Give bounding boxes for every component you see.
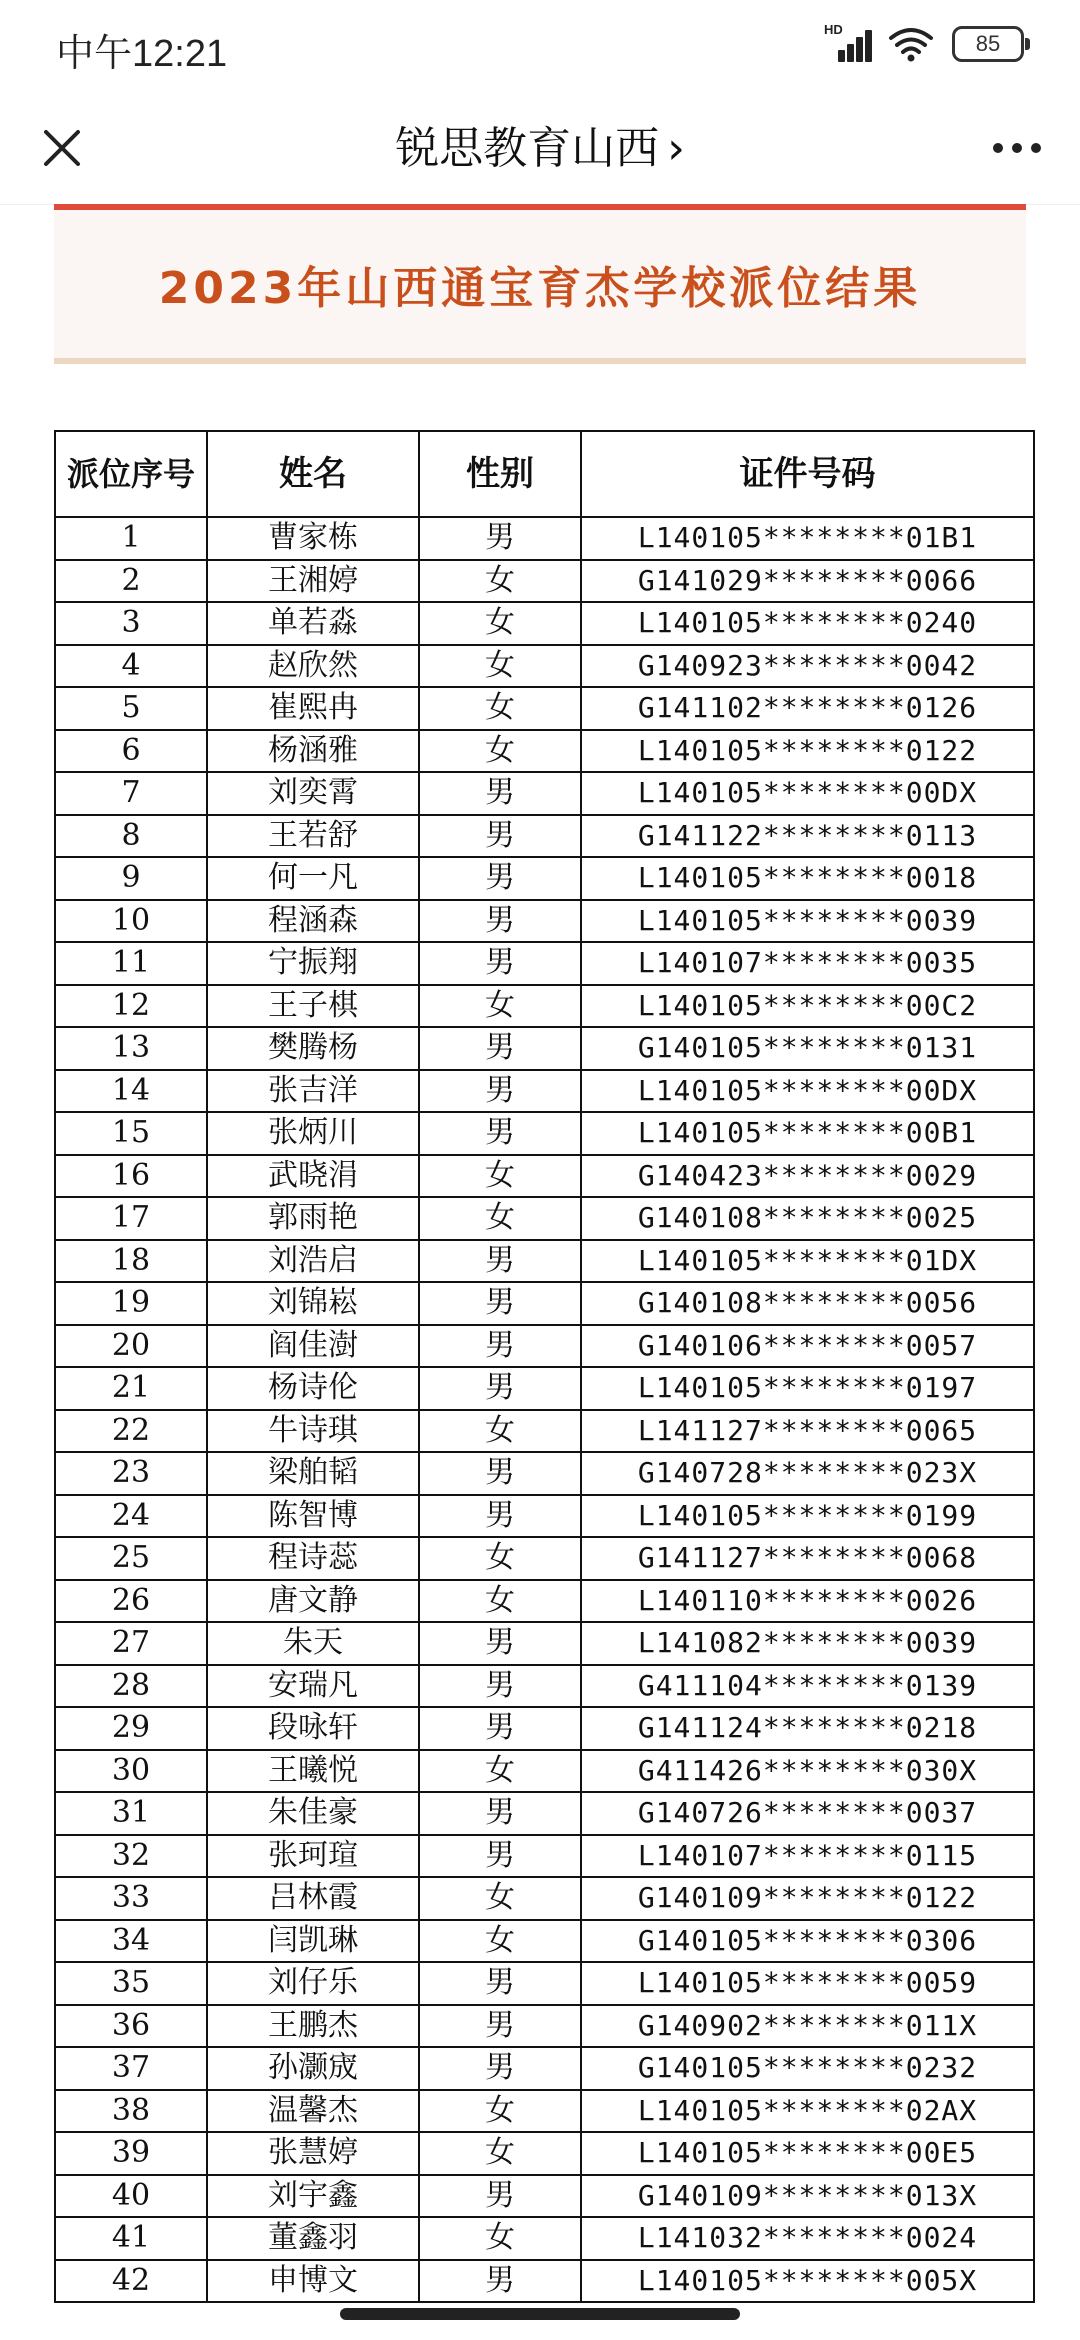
table-row — [55, 942, 1034, 985]
cell-gender: 男 — [419, 1070, 581, 1113]
cell-gender: 男 — [419, 517, 581, 560]
cell-gender: 女 — [419, 1750, 581, 1793]
cell-id-number: G141029********0066 — [581, 560, 1034, 603]
table-row — [55, 2175, 1034, 2218]
table-row — [55, 1750, 1034, 1793]
cell-seq: 37 — [55, 2047, 207, 2090]
table-row — [55, 1537, 1034, 1580]
cell-gender: 女 — [419, 2217, 581, 2260]
table-row — [55, 1792, 1034, 1835]
cell-name: 崔熙冉 — [207, 687, 419, 730]
cell-seq: 19 — [55, 1282, 207, 1325]
more-dot-icon — [1031, 143, 1041, 153]
cell-gender: 男 — [419, 1112, 581, 1155]
cell-seq: 24 — [55, 1495, 207, 1538]
cell-seq: 27 — [55, 1622, 207, 1665]
cell-name: 安瑞凡 — [207, 1665, 419, 1708]
cell-name: 孙灏宬 — [207, 2047, 419, 2090]
table-row — [55, 985, 1034, 1028]
cell-id-number: G141127********0068 — [581, 1537, 1034, 1580]
cell-name: 张炳川 — [207, 1112, 419, 1155]
table-row — [55, 1622, 1034, 1665]
battery-icon: 85 — [952, 26, 1024, 62]
cell-seq: 7 — [55, 772, 207, 815]
cell-seq: 29 — [55, 1707, 207, 1750]
cell-id-number: G140105********0232 — [581, 2047, 1034, 2090]
cell-gender: 男 — [419, 1367, 581, 1410]
cell-id-number: L140105********00B1 — [581, 1112, 1034, 1155]
cell-name: 单若淼 — [207, 602, 419, 645]
cell-id-number: L140105********005X — [581, 2260, 1034, 2303]
cell-id-number: L140105********00E5 — [581, 2132, 1034, 2175]
cell-gender: 男 — [419, 900, 581, 943]
cell-seq: 9 — [55, 857, 207, 900]
cell-seq: 14 — [55, 1070, 207, 1113]
cell-gender: 女 — [419, 985, 581, 1028]
banner-top-rule — [54, 204, 1026, 210]
header-gender: 性别 — [419, 431, 581, 517]
cell-gender: 女 — [419, 1537, 581, 1580]
cell-id-number: L141127********0065 — [581, 1410, 1034, 1453]
cell-name: 朱佳豪 — [207, 1792, 419, 1835]
cell-name: 王曦悦 — [207, 1750, 419, 1793]
cell-id-number: L140105********0039 — [581, 900, 1034, 943]
cell-name: 杨涵雅 — [207, 730, 419, 773]
table-row — [55, 815, 1034, 858]
cell-gender: 男 — [419, 1835, 581, 1878]
cell-name: 段咏轩 — [207, 1707, 419, 1750]
more-options-button[interactable] — [982, 120, 1052, 176]
cell-seq: 2 — [55, 560, 207, 603]
table-row — [55, 1027, 1034, 1070]
cell-id-number: L140105********02AX — [581, 2090, 1034, 2133]
cell-name: 刘浩启 — [207, 1240, 419, 1283]
table-row — [55, 1282, 1034, 1325]
cell-id-number: L140105********0018 — [581, 857, 1034, 900]
header-name: 姓名 — [207, 431, 419, 517]
cell-id-number: L140105********0199 — [581, 1495, 1034, 1538]
cell-name: 温馨杰 — [207, 2090, 419, 2133]
cell-seq: 36 — [55, 2005, 207, 2048]
cell-name: 郭雨艳 — [207, 1197, 419, 1240]
table-row — [55, 1155, 1034, 1198]
cell-gender: 男 — [419, 2260, 581, 2303]
cell-name: 阎佳澍 — [207, 1325, 419, 1368]
cell-name: 张吉洋 — [207, 1070, 419, 1113]
banner-bottom-rule — [54, 358, 1026, 364]
cell-name: 宁振翔 — [207, 942, 419, 985]
table-row — [55, 1495, 1034, 1538]
cell-seq: 41 — [55, 2217, 207, 2260]
cell-seq: 22 — [55, 1410, 207, 1453]
table-row — [55, 857, 1034, 900]
table-row — [55, 1410, 1034, 1453]
table-row — [55, 1962, 1034, 2005]
cell-name: 陈智博 — [207, 1495, 419, 1538]
cell-name: 王若舒 — [207, 815, 419, 858]
cell-gender: 女 — [419, 1580, 581, 1623]
cell-name: 程涵森 — [207, 900, 419, 943]
cell-gender: 男 — [419, 857, 581, 900]
signal-icon — [824, 22, 870, 62]
cell-id-number: L141032********0024 — [581, 2217, 1034, 2260]
network-label: HD — [824, 22, 843, 37]
cell-seq: 16 — [55, 1155, 207, 1198]
table-row — [55, 1580, 1034, 1623]
cell-gender: 男 — [419, 1495, 581, 1538]
table-row — [55, 1197, 1034, 1240]
cell-seq: 34 — [55, 1920, 207, 1963]
table-body — [55, 517, 1034, 2302]
cell-id-number: L140105********0240 — [581, 602, 1034, 645]
status-time: 中午12:21 — [56, 33, 228, 75]
cell-gender: 男 — [419, 1792, 581, 1835]
article-banner — [54, 204, 1026, 358]
cell-id-number: G141102********0126 — [581, 687, 1034, 730]
cell-seq: 26 — [55, 1580, 207, 1623]
cell-seq: 10 — [55, 900, 207, 943]
cell-seq: 12 — [55, 985, 207, 1028]
table-row — [55, 1665, 1034, 1708]
cell-name: 程诗蕊 — [207, 1537, 419, 1580]
cell-gender: 男 — [419, 1962, 581, 2005]
account-title-link[interactable] — [0, 112, 1080, 176]
cell-name: 赵欣然 — [207, 645, 419, 688]
cell-id-number: L140105********01B1 — [581, 517, 1034, 560]
cell-seq: 42 — [55, 2260, 207, 2303]
cell-seq: 31 — [55, 1792, 207, 1835]
cell-seq: 20 — [55, 1325, 207, 1368]
cell-id-number: L140110********0026 — [581, 1580, 1034, 1623]
table-row — [55, 1452, 1034, 1495]
cell-gender: 男 — [419, 1707, 581, 1750]
cell-gender: 女 — [419, 1155, 581, 1198]
cell-gender: 男 — [419, 1622, 581, 1665]
cell-id-number: G140726********0037 — [581, 1792, 1034, 1835]
cell-name: 王鹏杰 — [207, 2005, 419, 2048]
cell-id-number: G140108********0025 — [581, 1197, 1034, 1240]
cell-id-number: G140923********0042 — [581, 645, 1034, 688]
cell-seq: 21 — [55, 1367, 207, 1410]
cell-gender: 男 — [419, 815, 581, 858]
cell-name: 闫凯琳 — [207, 1920, 419, 1963]
table-row — [55, 1877, 1034, 1920]
chevron-right-icon: › — [667, 123, 685, 174]
table-row — [55, 772, 1034, 815]
cell-gender: 男 — [419, 772, 581, 815]
cell-gender: 男 — [419, 1452, 581, 1495]
cell-gender: 男 — [419, 1027, 581, 1070]
cell-gender: 女 — [419, 560, 581, 603]
cell-id-number: G140902********011X — [581, 2005, 1034, 2048]
cell-seq: 23 — [55, 1452, 207, 1495]
cell-seq: 17 — [55, 1197, 207, 1240]
table-row — [55, 602, 1034, 645]
cell-gender: 女 — [419, 730, 581, 773]
table-row — [55, 1835, 1034, 1878]
cell-seq: 8 — [55, 815, 207, 858]
cell-name: 武晓涓 — [207, 1155, 419, 1198]
cell-name: 樊腾杨 — [207, 1027, 419, 1070]
cell-id-number: G140108********0056 — [581, 1282, 1034, 1325]
cell-gender: 男 — [419, 1665, 581, 1708]
cell-name: 王子棋 — [207, 985, 419, 1028]
cell-id-number: G140105********0306 — [581, 1920, 1034, 1963]
home-indicator[interactable] — [340, 2308, 740, 2320]
cell-id-number: L140105********0122 — [581, 730, 1034, 773]
header-id-number: 证件号码 — [581, 431, 1034, 517]
cell-gender: 男 — [419, 2005, 581, 2048]
table-row — [55, 1707, 1034, 1750]
cell-gender: 女 — [419, 2090, 581, 2133]
cell-seq: 28 — [55, 1665, 207, 1708]
cell-id-number: L140105********00C2 — [581, 985, 1034, 1028]
cell-gender: 男 — [419, 942, 581, 985]
cell-id-number: G141124********0218 — [581, 1707, 1034, 1750]
table-row — [55, 2090, 1034, 2133]
cell-id-number: L140107********0115 — [581, 1835, 1034, 1878]
cell-name: 申博文 — [207, 2260, 419, 2303]
cell-name: 刘锦崧 — [207, 1282, 419, 1325]
cell-gender: 女 — [419, 1410, 581, 1453]
cell-seq: 35 — [55, 1962, 207, 2005]
cell-id-number: G140109********0122 — [581, 1877, 1034, 1920]
table-row — [55, 2005, 1034, 2048]
cell-id-number: L140105********01DX — [581, 1240, 1034, 1283]
table-row — [55, 2217, 1034, 2260]
cell-seq: 6 — [55, 730, 207, 773]
cell-id-number: L141082********0039 — [581, 1622, 1034, 1665]
cell-seq: 11 — [55, 942, 207, 985]
cell-gender: 男 — [419, 1325, 581, 1368]
table-row — [55, 560, 1034, 603]
cell-name: 吕林霞 — [207, 1877, 419, 1920]
header-seq: 派位序号 — [55, 431, 207, 517]
cell-id-number: L140105********00DX — [581, 772, 1034, 815]
table-row — [55, 900, 1034, 943]
cell-seq: 1 — [55, 517, 207, 560]
cell-name: 曹家栋 — [207, 517, 419, 560]
cell-seq: 30 — [55, 1750, 207, 1793]
cell-name: 何一凡 — [207, 857, 419, 900]
table-row — [55, 1240, 1034, 1283]
cell-name: 刘仔乐 — [207, 1962, 419, 2005]
cell-seq: 38 — [55, 2090, 207, 2133]
cell-seq: 39 — [55, 2132, 207, 2175]
cell-gender: 女 — [419, 645, 581, 688]
cell-name: 董鑫羽 — [207, 2217, 419, 2260]
cell-id-number: G411104********0139 — [581, 1665, 1034, 1708]
cell-id-number: L140107********0035 — [581, 942, 1034, 985]
page-title: 锐思教育山西 — [395, 123, 660, 174]
cell-name: 张慧婷 — [207, 2132, 419, 2175]
cell-id-number: G140105********0131 — [581, 1027, 1034, 1070]
cell-id-number: L140105********0197 — [581, 1367, 1034, 1410]
more-dot-icon — [1012, 143, 1022, 153]
cell-seq: 5 — [55, 687, 207, 730]
table-row — [55, 687, 1034, 730]
cell-name: 梁舶韬 — [207, 1452, 419, 1495]
table-row — [55, 1920, 1034, 1963]
cell-seq: 15 — [55, 1112, 207, 1155]
results-table-image — [54, 430, 1025, 2303]
more-dot-icon — [993, 143, 1003, 153]
cell-seq: 40 — [55, 2175, 207, 2218]
status-bar — [0, 0, 1080, 90]
results-table — [54, 430, 1035, 2303]
cell-seq: 13 — [55, 1027, 207, 1070]
table-row — [55, 2260, 1034, 2303]
cell-gender: 女 — [419, 2132, 581, 2175]
table-row — [55, 2132, 1034, 2175]
cell-gender: 女 — [419, 602, 581, 645]
cell-gender: 男 — [419, 2175, 581, 2218]
cell-seq: 32 — [55, 1835, 207, 1878]
cell-name: 唐文静 — [207, 1580, 419, 1623]
table-header-row — [55, 431, 1034, 517]
status-icons — [824, 22, 1024, 62]
table-row — [55, 730, 1034, 773]
cell-name: 牛诗琪 — [207, 1410, 419, 1453]
cell-id-number: G140106********0057 — [581, 1325, 1034, 1368]
cell-id-number: G140728********023X — [581, 1452, 1034, 1495]
cell-gender: 男 — [419, 1282, 581, 1325]
cell-name: 刘宇鑫 — [207, 2175, 419, 2218]
cell-name: 王湘婷 — [207, 560, 419, 603]
table-row — [55, 1112, 1034, 1155]
table-row — [55, 1367, 1034, 1410]
cell-id-number: G140109********013X — [581, 2175, 1034, 2218]
cell-gender: 女 — [419, 1197, 581, 1240]
cell-seq: 25 — [55, 1537, 207, 1580]
cell-name: 刘奕霄 — [207, 772, 419, 815]
cell-id-number: L140105********0059 — [581, 1962, 1034, 2005]
cell-seq: 4 — [55, 645, 207, 688]
cell-gender: 女 — [419, 1920, 581, 1963]
cell-name: 杨诗伦 — [207, 1367, 419, 1410]
banner-title: 2023年山西通宝育杰学校派位结果 — [158, 263, 922, 314]
cell-id-number: L140105********00DX — [581, 1070, 1034, 1113]
cell-id-number: G141122********0113 — [581, 815, 1034, 858]
cell-seq: 3 — [55, 602, 207, 645]
nav-bar — [0, 90, 1080, 205]
cell-id-number: G411426********030X — [581, 1750, 1034, 1793]
table-row — [55, 1325, 1034, 1368]
cell-gender: 女 — [419, 1877, 581, 1920]
cell-seq: 33 — [55, 1877, 207, 1920]
wifi-icon — [888, 26, 934, 62]
cell-gender: 男 — [419, 1240, 581, 1283]
cell-name: 张珂瑄 — [207, 1835, 419, 1878]
cell-gender: 女 — [419, 687, 581, 730]
cell-name: 朱天 — [207, 1622, 419, 1665]
table-row — [55, 645, 1034, 688]
table-row — [55, 2047, 1034, 2090]
cell-gender: 男 — [419, 2047, 581, 2090]
cell-seq: 18 — [55, 1240, 207, 1283]
table-row — [55, 517, 1034, 560]
cell-id-number: G140423********0029 — [581, 1155, 1034, 1198]
table-row — [55, 1070, 1034, 1113]
